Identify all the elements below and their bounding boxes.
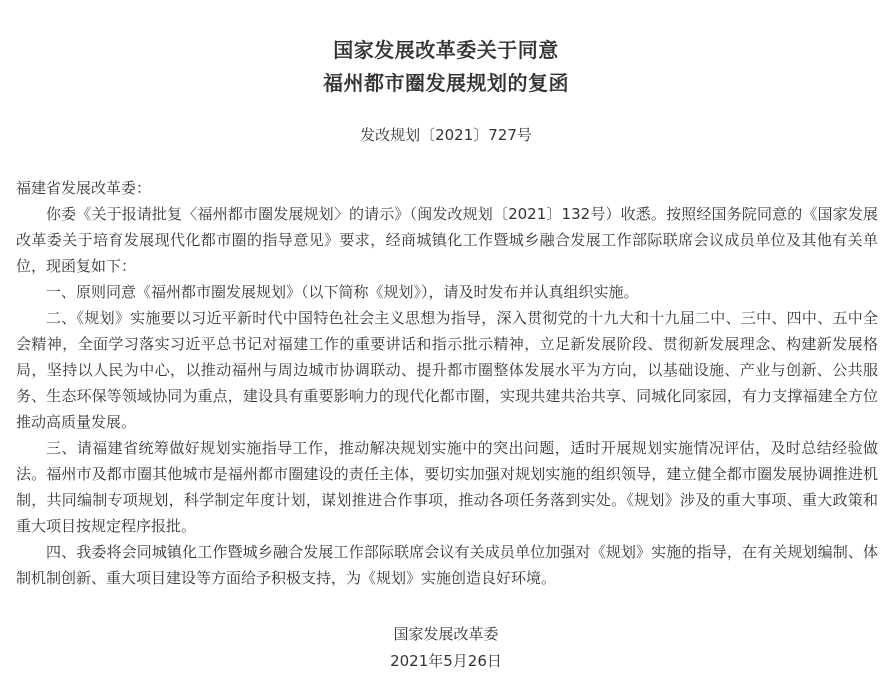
paragraph-intro: 你委《关于报请批复〈福州都市圈发展规划〉的请示》（闽发改规划〔2021〕132号）收悉。按照经国务院同意的《国家发展改革委关于培育发展现代化都市圈的指导意见》要求，经商城镇化工作暨城乡融合发展工作部际联席会议成员单位及其他有关单位，现函复如下： — [16, 205, 878, 275]
document-title-line-1: 国家发展改革委关于同意 — [333, 38, 559, 62]
document-body — [16, 175, 878, 591]
salutation: 福建省发展改革委： — [16, 179, 152, 197]
paragraph-2: 二、《规划》实施要以习近平新时代中国特色社会主义思想为指导，深入贯彻党的十九大和十九届二中、三中、四中、五中全会精神，全面学习落实习近平总书记对福建工作的重要讲话和指示批示精神，立足新发展阶段、贯彻新发展理念、构建新发展格局，坚持以人民为中心，以推动福州与周边城市协调联动、提升都市圈整体发展水平为方向，以基础设施、产业与创新、公共服务、生态环保等领域协同为重点，建设具有重要影响力的现代化都市圈，实现共建共治共享、同城化同家园，有力支撑福建全方位推动高质量发展。 — [16, 309, 878, 431]
paragraph-1: 一、原则同意《福州都市圈发展规划》（以下简称《规划》），请及时发布并认真组织实施。 — [46, 283, 639, 301]
paragraph-4: 四、我委将会同城镇化工作暨城乡融合发展工作部际联席会议有关成员单位加强对《规划》实施的指导，在有关规划编制、体制机制创新、重大项目建设等方面给予积极支持，为《规划》实施创造良好环境。 — [16, 543, 878, 587]
document-number: 发改规划〔2021〕727号 — [360, 126, 532, 144]
document-title-line-2: 福州都市圈发展规划的复函 — [323, 71, 569, 95]
signature-date: 2021年5月26日 — [390, 652, 502, 670]
signature-organization: 国家发展改革委 — [393, 625, 499, 643]
paragraph-3: 三、请福建省统筹做好规划实施指导工作，推动解决规划实施中的突出问题，适时开展规划实施情况评估，及时总结经验做法。福州市及都市圈其他城市是福州都市圈建设的责任主体，要切实加强对规划实施的组织领导，建立健全都市圈发展协调推进机制，共同编制专项规划，科学制定年度计划，谋划推进合作事项，推动各项任务落到实处。《规划》涉及的重大事项、重大政策和重大项目按规定程序报批。 — [16, 439, 878, 535]
